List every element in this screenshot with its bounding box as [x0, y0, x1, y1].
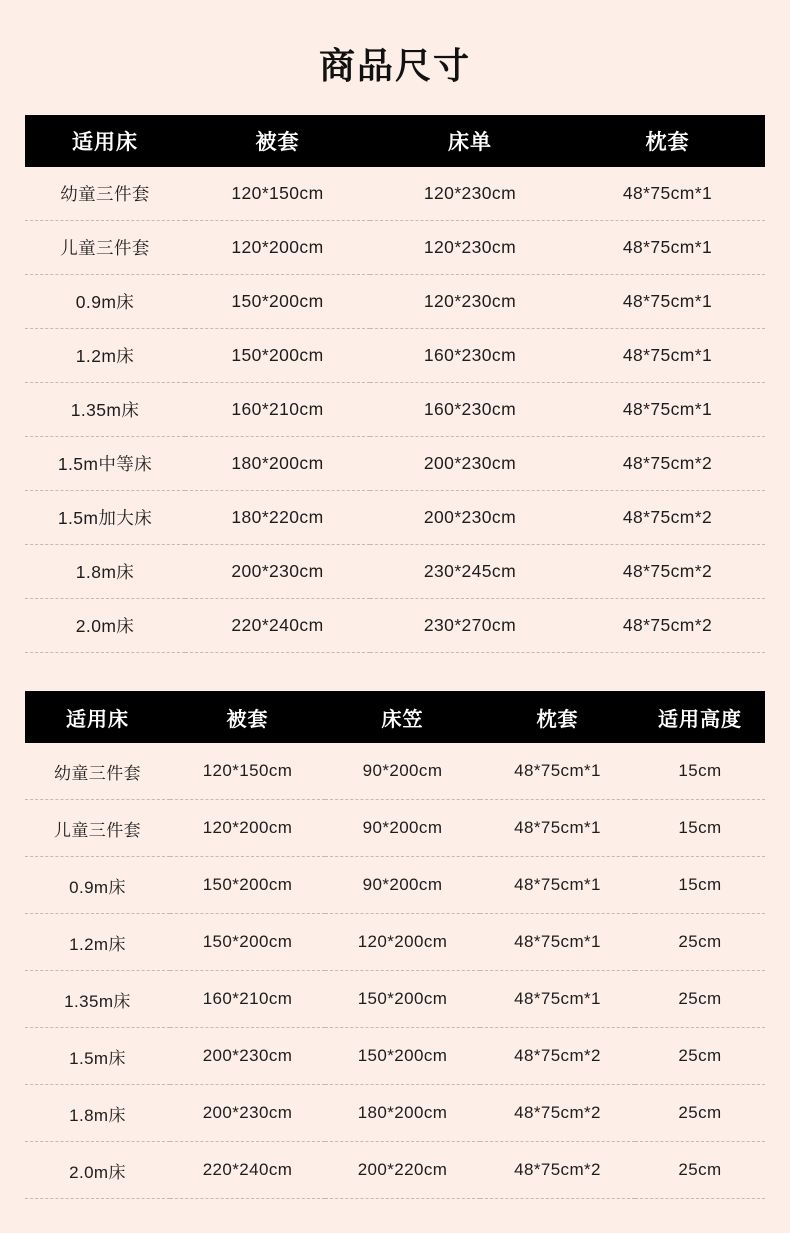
- cell-bed-sheet: 120*230cm: [370, 167, 570, 221]
- column-header-bed-type: 适用床: [25, 115, 185, 167]
- cell-fitted-sheet: 90*200cm: [325, 743, 480, 800]
- cell-bed-sheet: 200*230cm: [370, 437, 570, 491]
- cell-duvet-cover: 150*200cm: [185, 275, 370, 329]
- size-table-fitted-sheet: [25, 691, 765, 1199]
- cell-duvet-cover: 180*220cm: [185, 491, 370, 545]
- cell-bed-type: 儿童三件套: [25, 221, 185, 275]
- cell-pillowcase: 48*75cm*1: [570, 167, 765, 221]
- cell-fitted-sheet: 90*200cm: [325, 800, 480, 857]
- cell-bed-sheet: 230*245cm: [370, 545, 570, 599]
- table-row: [25, 1085, 765, 1142]
- cell-applicable-height: 25cm: [635, 1142, 765, 1199]
- column-header-duvet-cover: 被套: [170, 691, 325, 743]
- cell-applicable-height: 25cm: [635, 1028, 765, 1085]
- cell-applicable-height: 15cm: [635, 800, 765, 857]
- column-header-pillowcase: 枕套: [570, 115, 765, 167]
- cell-pillowcase: 48*75cm*1: [570, 329, 765, 383]
- cell-pillowcase: 48*75cm*1: [480, 971, 635, 1028]
- table-row: [25, 275, 765, 329]
- cell-bed-type: 2.0m床: [25, 1142, 170, 1199]
- cell-fitted-sheet: 180*200cm: [325, 1085, 480, 1142]
- cell-bed-type: 1.5m中等床: [25, 437, 185, 491]
- table-spacer: [25, 653, 765, 691]
- column-header-bed-type: 适用床: [25, 691, 170, 743]
- table-header-row: [25, 691, 765, 743]
- cell-fitted-sheet: 120*200cm: [325, 914, 480, 971]
- table-row: [25, 800, 765, 857]
- cell-fitted-sheet: 200*220cm: [325, 1142, 480, 1199]
- cell-bed-type: 1.2m床: [25, 329, 185, 383]
- cell-fitted-sheet: 150*200cm: [325, 971, 480, 1028]
- cell-pillowcase: 48*75cm*2: [570, 437, 765, 491]
- column-header-fitted-sheet: 床笠: [325, 691, 480, 743]
- table-row: [25, 743, 765, 800]
- cell-bed-sheet: 160*230cm: [370, 383, 570, 437]
- cell-duvet-cover: 180*200cm: [185, 437, 370, 491]
- cell-duvet-cover: 220*240cm: [170, 1142, 325, 1199]
- cell-duvet-cover: 120*200cm: [185, 221, 370, 275]
- column-header-applicable-height: 适用高度: [635, 691, 765, 743]
- column-header-bed-sheet: 床单: [370, 115, 570, 167]
- cell-pillowcase: 48*75cm*2: [480, 1142, 635, 1199]
- cell-duvet-cover: 160*210cm: [185, 383, 370, 437]
- cell-bed-type: 1.2m床: [25, 914, 170, 971]
- page-title: 商品尺寸: [318, 45, 471, 86]
- cell-pillowcase: 48*75cm*1: [570, 275, 765, 329]
- cell-pillowcase: 48*75cm*1: [480, 800, 635, 857]
- cell-bed-sheet: 230*270cm: [370, 599, 570, 653]
- table-row: [25, 221, 765, 275]
- cell-fitted-sheet: 150*200cm: [325, 1028, 480, 1085]
- cell-bed-type: 1.8m床: [25, 545, 185, 599]
- cell-duvet-cover: 120*150cm: [185, 167, 370, 221]
- cell-pillowcase: 48*75cm*2: [480, 1028, 635, 1085]
- cell-pillowcase: 48*75cm*1: [480, 857, 635, 914]
- cell-duvet-cover: 200*230cm: [170, 1085, 325, 1142]
- size-table-quilt-sheet-block: [25, 115, 765, 653]
- cell-duvet-cover: 150*200cm: [170, 914, 325, 971]
- cell-bed-type: 0.9m床: [25, 857, 170, 914]
- cell-bed-type: 1.5m加大床: [25, 491, 185, 545]
- cell-applicable-height: 25cm: [635, 1085, 765, 1142]
- table-row: [25, 857, 765, 914]
- cell-applicable-height: 25cm: [635, 914, 765, 971]
- cell-duvet-cover: 120*200cm: [170, 800, 325, 857]
- cell-bed-type: 1.5m床: [25, 1028, 170, 1085]
- table-row: [25, 1142, 765, 1199]
- cell-pillowcase: 48*75cm*2: [570, 599, 765, 653]
- column-header-pillowcase: 枕套: [480, 691, 635, 743]
- cell-pillowcase: 48*75cm*1: [480, 914, 635, 971]
- table-header: [25, 691, 765, 743]
- cell-duvet-cover: 200*230cm: [185, 545, 370, 599]
- cell-bed-sheet: 200*230cm: [370, 491, 570, 545]
- table-row: [25, 329, 765, 383]
- cell-duvet-cover: 160*210cm: [170, 971, 325, 1028]
- cell-bed-type: 2.0m床: [25, 599, 185, 653]
- table-row: [25, 914, 765, 971]
- cell-pillowcase: 48*75cm*2: [570, 491, 765, 545]
- table-row: [25, 491, 765, 545]
- cell-bed-type: 儿童三件套: [25, 800, 170, 857]
- table-row: [25, 599, 765, 653]
- table-header: [25, 115, 765, 167]
- cell-pillowcase: 48*75cm*1: [570, 221, 765, 275]
- table-row: [25, 437, 765, 491]
- cell-bed-type: 1.35m床: [25, 971, 170, 1028]
- cell-duvet-cover: 120*150cm: [170, 743, 325, 800]
- table-header-row: [25, 115, 765, 167]
- cell-applicable-height: 15cm: [635, 743, 765, 800]
- cell-duvet-cover: 150*200cm: [185, 329, 370, 383]
- cell-applicable-height: 25cm: [635, 971, 765, 1028]
- cell-bed-type: 1.35m床: [25, 383, 185, 437]
- table-body: [25, 167, 765, 653]
- cell-pillowcase: 48*75cm*1: [480, 743, 635, 800]
- size-table-fitted-sheet-block: [25, 691, 765, 1199]
- cell-pillowcase: 48*75cm*1: [570, 383, 765, 437]
- table-row: [25, 1028, 765, 1085]
- table-row: [25, 167, 765, 221]
- cell-bed-sheet: 120*230cm: [370, 275, 570, 329]
- cell-bed-sheet: 120*230cm: [370, 221, 570, 275]
- cell-bed-type: 0.9m床: [25, 275, 185, 329]
- column-header-duvet-cover: 被套: [185, 115, 370, 167]
- cell-bed-type: 幼童三件套: [25, 167, 185, 221]
- cell-duvet-cover: 200*230cm: [170, 1028, 325, 1085]
- cell-pillowcase: 48*75cm*2: [570, 545, 765, 599]
- table-row: [25, 383, 765, 437]
- cell-duvet-cover: 150*200cm: [170, 857, 325, 914]
- table-body: [25, 743, 765, 1199]
- cell-pillowcase: 48*75cm*2: [480, 1085, 635, 1142]
- cell-bed-type: 1.8m床: [25, 1085, 170, 1142]
- cell-bed-sheet: 160*230cm: [370, 329, 570, 383]
- cell-bed-type: 幼童三件套: [25, 743, 170, 800]
- size-table-quilt-sheet: [25, 115, 765, 653]
- cell-duvet-cover: 220*240cm: [185, 599, 370, 653]
- table-row: [25, 545, 765, 599]
- cell-applicable-height: 15cm: [635, 857, 765, 914]
- table-row: [25, 971, 765, 1028]
- cell-fitted-sheet: 90*200cm: [325, 857, 480, 914]
